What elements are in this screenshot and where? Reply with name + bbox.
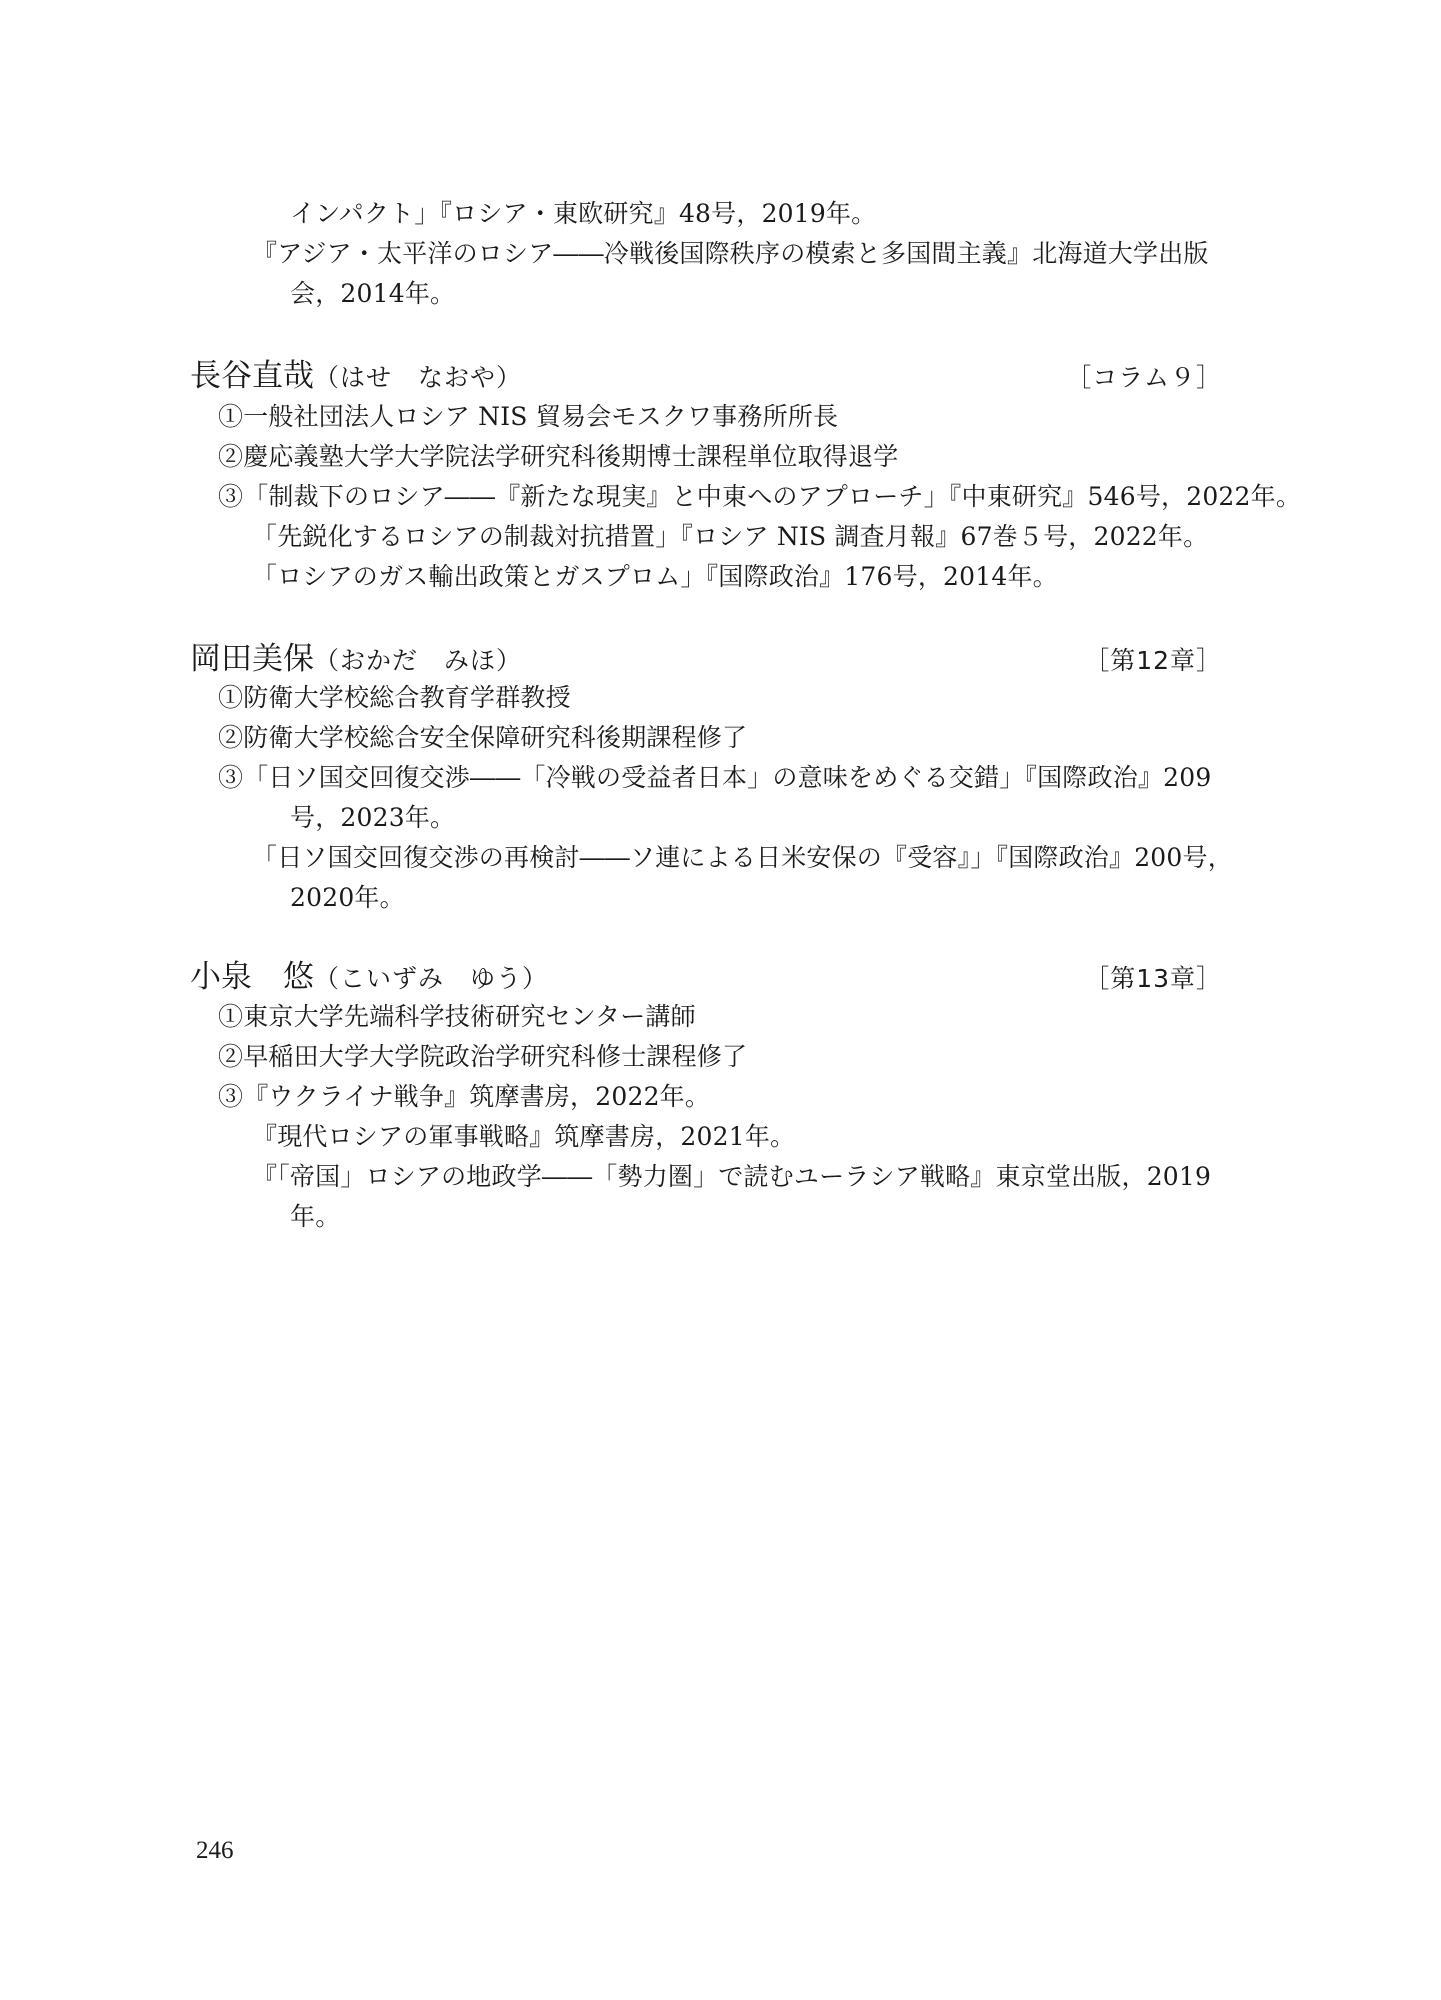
intro-line-2: 『アジア・太平洋のロシア――冷戦後国際秩序の模索と多国間主義』北海道大学出版 <box>252 239 1209 268</box>
publication-line: ③『ウクライナ戦争』筑摩書房，2022年。 <box>218 1082 711 1111</box>
publication-line: ③「制裁下のロシア――『新たな現実』と中東へのアプローチ」『中東研究』546号，2022年。 <box>218 482 1302 511</box>
chapter-tag: ［第13章］ <box>1084 964 1222 993</box>
publication-line: 「日ソ国交回復交渉の再検討――ソ連による日米安保の『受容』」『国際政治』200号， <box>252 843 1233 872</box>
affiliation-line: ①東京大学先端科学技術研究センター講師 <box>218 1002 696 1031</box>
publication-line-continued: 年。 <box>290 1202 341 1231</box>
publication-line: 『「帝国」ロシアの地政学――「勢力圏」で読むユーラシア戦略』東京堂出版，2019 <box>252 1162 1212 1191</box>
publication-line: 「先鋭化するロシアの制裁対抗措置」『ロシア NIS 調査月報』67巻５号，2022年。 <box>252 522 1209 551</box>
affiliation-line: ①防衛大学校総合教育学群教授 <box>218 683 571 712</box>
education-line: ②慶応義塾大学大学院法学研究科後期博士課程単位取得退学 <box>218 442 899 471</box>
publication-line-continued: 号，2023年。 <box>290 803 456 832</box>
author-name: 岡田美保（おかだ みほ） <box>190 641 523 677</box>
author-reading: （こいずみ ゆう） <box>314 964 549 993</box>
author-heading <box>190 955 1222 999</box>
author-heading <box>190 354 1222 398</box>
intro-line-1: インパクト」『ロシア・東欧研究』48号，2019年。 <box>290 199 877 228</box>
page-number: 246 <box>196 1837 234 1864</box>
author-name: 小泉 悠（こいずみ ゆう） <box>190 959 549 995</box>
chapter-tag: ［コラム９］ <box>1066 363 1222 392</box>
publication-line: 『現代ロシアの軍事戦略』筑摩書房，2021年。 <box>252 1122 796 1151</box>
author-reading: （おかだ みほ） <box>314 646 523 675</box>
publication-line: ③「日ソ国交回復交渉――「冷戦の受益者日本」の意味をめぐる交錯」『国際政治』209 <box>218 763 1212 792</box>
education-line: ②早稲田大学大学院政治学研究科修士課程修了 <box>218 1042 748 1071</box>
chapter-tag: ［第12章］ <box>1084 646 1222 675</box>
author-reading: （はせ なおや） <box>314 363 523 392</box>
author-name: 長谷直哉（はせ なおや） <box>190 358 523 394</box>
education-line: ②防衛大学校総合安全保障研究科後期課程修了 <box>218 723 748 752</box>
publication-line: 「ロシアのガス輸出政策とガスプロム」『国際政治』176号，2014年。 <box>252 562 1058 591</box>
intro-line-3: 会，2014年。 <box>290 279 456 308</box>
author-heading <box>190 637 1222 681</box>
affiliation-line: ①一般社団法人ロシア NIS 貿易会モスクワ事務所所長 <box>218 402 839 431</box>
publication-line-continued: 2020年。 <box>290 883 405 912</box>
